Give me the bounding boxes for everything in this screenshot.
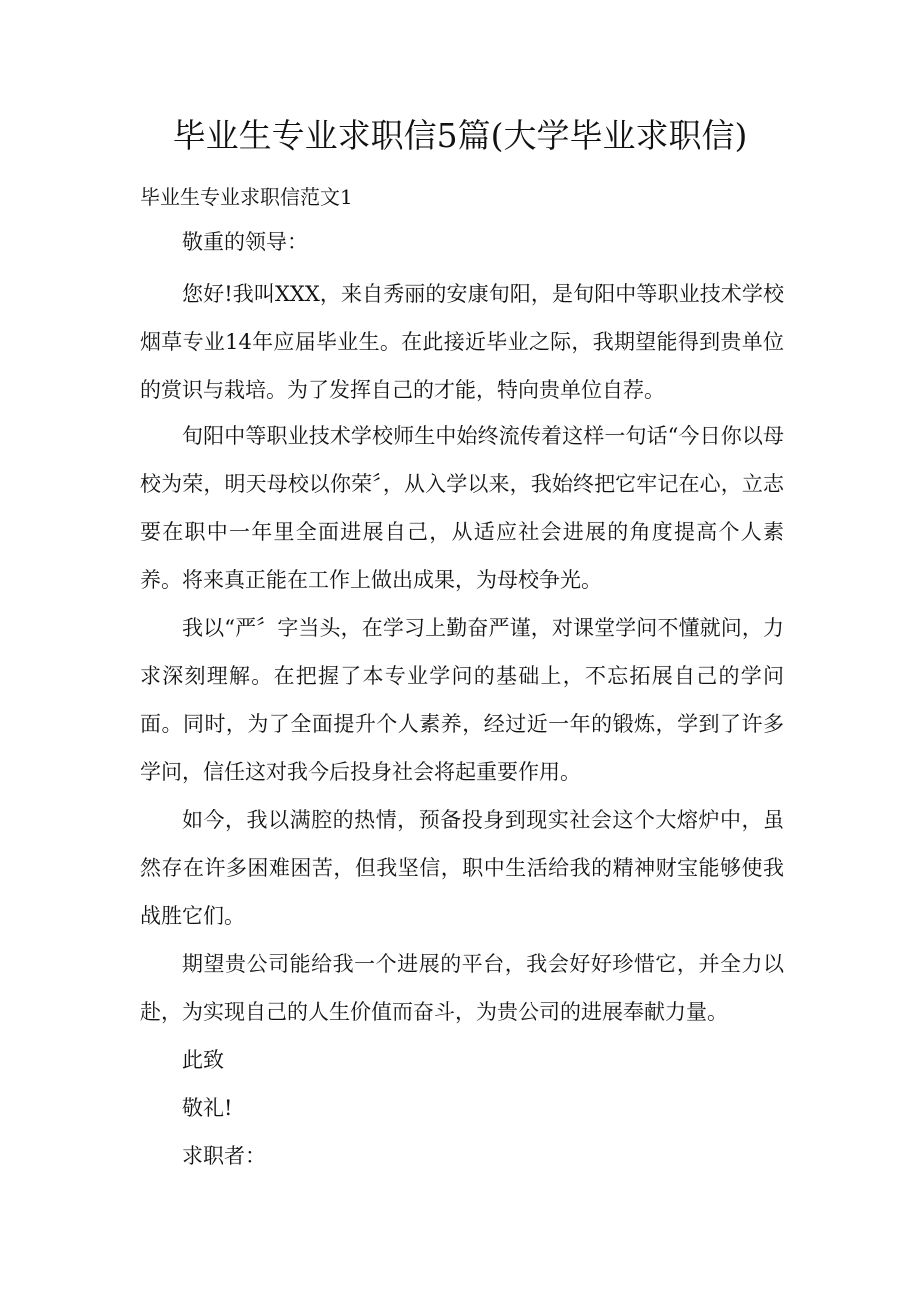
closing-line-1: 此致 [182,1048,224,1072]
salutation: 敬重的领导： [182,230,308,254]
signature-label: 求职者： [182,1144,266,1168]
document-title: 毕业生专业求职信5篇(大学毕业求职信) [172,116,748,155]
paragraph-5: 期望贵公司能给我一个进展的平台，我会好好珍惜它，并全力以赴，为实现自己的人生价值而奋斗，为贵公司的进展奉献力量。 [140,952,784,1024]
paragraph-1: 您好!我叫XXX，来自秀丽的安康旬阳，是旬阳中等职业技术学校烟草专业14年应届毕业生。在此接近毕业之际，我期望能得到贵单位的赏识与栽培。为了发挥自己的才能，特向贵单位自荐。 [140,282,784,402]
paragraph-4: 如今，我以满腔的热情，预备投身到现实社会这个大熔炉中，虽然存在许多困难困苦，但我坚信，职中生活给我的精神财宝能够使我战胜它们。 [140,808,784,928]
document-subtitle: 毕业生专业求职信范文1 [140,185,353,209]
closing-line-2: 敬礼! [182,1096,233,1120]
paragraph-3: 我以“严〞字当头，在学习上勤奋严谨，对课堂学问不懂就问，力求深刻理解。在把握了本专业学问的基础上，不忘拓展自己的学问面。同时，为了全面提升个人素养，经过近一年的锻炼，学到了许多学问，信任这对我今后投身社会将起重要作用。 [140,616,784,784]
paragraph-2: 旬阳中等职业技术学校师生中始终流传着这样一句话“今日你以母校为荣，明天母校以你荣〞，从入学以来，我始终把它牢记在心，立志要在职中一年里全面进展自己，从适应社会进展的角度提高个人素养。将来真正能在工作上做出成果，为母校争光。 [140,424,784,592]
